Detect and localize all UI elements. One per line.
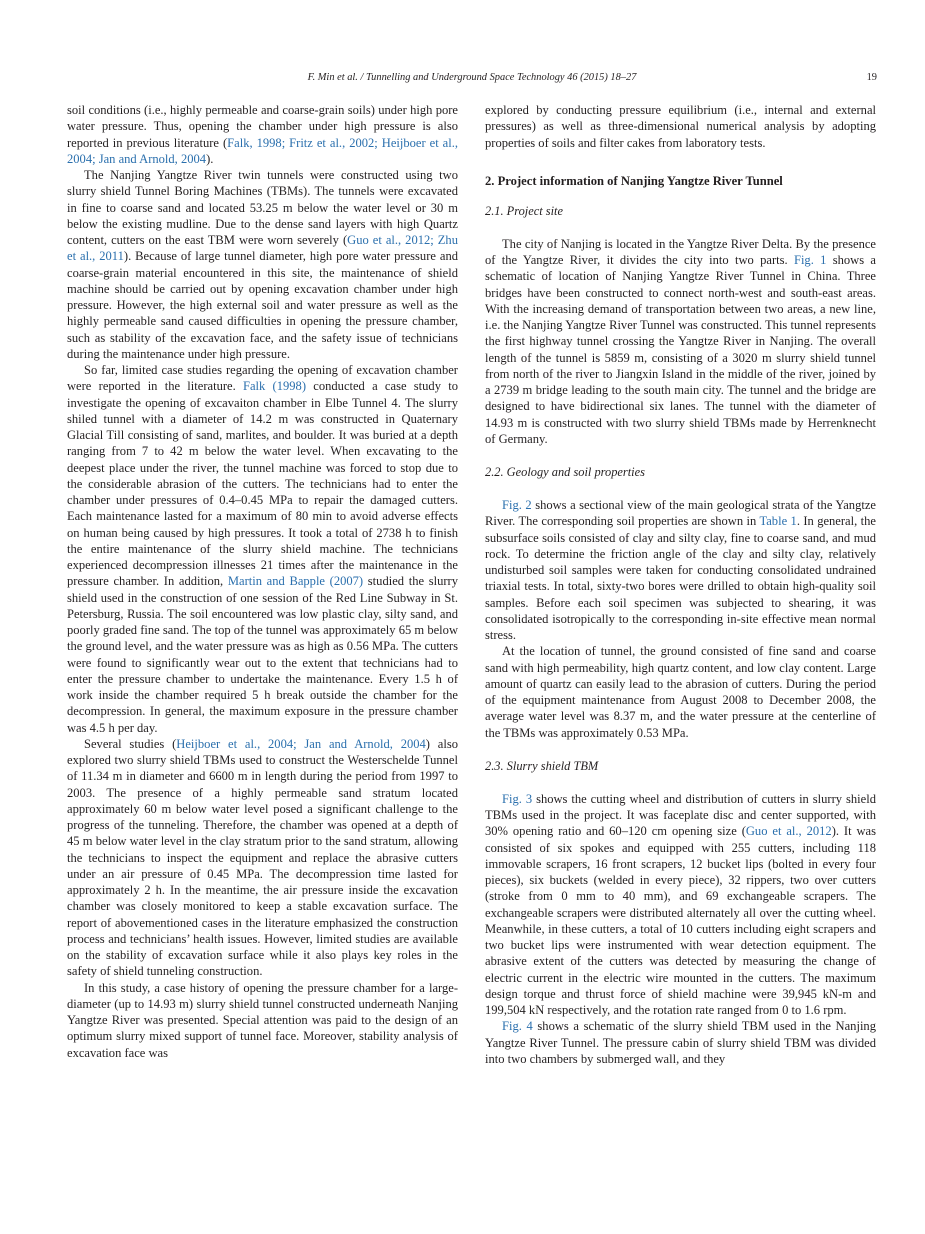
- citation-link[interactable]: Falk, 1998; Fritz et al., 2002; Heijboer et al., 2004; Jan and Arnold, 2004: [67, 135, 458, 166]
- paragraph: The city of Nanjing is located in the Yangtze River Delta. By the presence of the Yangtze River, it divides the city into two parts. Fig. 1 shows a schematic of location of Nanjing Yangtze River Tunnel in China. Three bridges have been constructed to connect north-west and south-east areas. With the increasing demand of transportation between two areas, a new line, i.e. the Nanjing Yangtze River Tunnel was constructed. This tunnel represents the first highway tunnel crossing the Yangtze River in Nanjing. The overall length of the tunnel is 5859 m, consisting of a 3020 m slurry shield tunnel from north of the river to Jiangxin Island in the middle of the river, joined by a 2739 m bridge leading to the south main city. The tunnel and the bridge are designed to have bidirectional six lanes. The tunnel with the diameter of 14.93 m is constructed with two slurry shield TBMs made by Herrenknecht of Germany.: [485, 236, 876, 446]
- subsection-heading: 2.3. Slurry shield TBM: [485, 758, 599, 773]
- subsection-heading: 2.2. Geology and soil properties: [485, 465, 645, 479]
- left-column: [67, 102, 458, 1061]
- figure-link[interactable]: Fig. 3: [502, 791, 533, 806]
- section-heading: 2. Project information of Nanjing Yangtze River Tunnel: [485, 173, 783, 188]
- paragraph: At the location of tunnel, the ground consisted of fine sand and coarse sand with high permeability, high quartz content, and low clay content. Large amount of quartz can easily lead to the abrasion of cutters. During the period of the equipment maintenance from August 2008 to December 2008, the average water level was 8.37 m, and the water pressure at the centerline of the TBMs was approximately 0.53 MPa.: [485, 644, 876, 740]
- paragraph: So far, limited case studies regarding the opening of excavation chamber were reported in the literature. Falk (1998) conducted a case study to investigate the opening of excavaiton chamber in Elbe Tunnel 4. The slurry shiled tunnel with a diameter of 14.2 m was constructed in Quaternary Glacial Till consisting of sand, marlites, and boulder. It was buried at a depth ranging from 7 to 42 m below the water level. When excavating to the deepest place under the river, the tunnel machine was forced to stop due to the considerable abrasion of the cutters. The technicians had to enter the chamber under pressures of 0.4–0.45 MPa to repair the damaged cutters. Each maintenance lasted for a maximum of 80 min to avoid adverse effects on human being caused by high pressures. It took a total of 2738 h to finish the entire maintenance of the slurry shield machine. The technicians experienced decompression illnesses 21 times after the maintenance in the pressure chamber. In addition, Martin and Bapple (2007) studied the slurry shield used in the construction of one session of the Red Line Subway in St. Petersburg, Russia. The soil encountered was low plastic clay, silty sand, and poorly graded fine sand. The top of the tunnel was approximately 65 m below the ground level, and the water pressure was as high as 0.56 MPa. The cutters were found to significantly wear out to the extent that technicians had to enter the pressure chamber to undertake the maintenance. Every 1.5 h of work inside the chamber required 5 h break outside the chamber for the decompression. In general, the maximum exposure in the pressure chamber was 4.5 h per day.: [67, 363, 458, 735]
- journal-citation: F. Min et al. / Tunnelling and Underground Space Technology 46 (2015) 18–27: [307, 72, 637, 83]
- figure-link[interactable]: Fig. 4: [502, 1019, 533, 1034]
- citation-link[interactable]: Guo et al., 2012; Zhu et al., 2011: [67, 233, 458, 264]
- table-link[interactable]: Table 1: [759, 514, 797, 529]
- paragraph: soil conditions (i.e., highly permeable and coarse-grain soils) under high pore water pressure. Thus, opening the chamber under high pressure is also reported in previous literature (Falk, 1998; Fritz et al., 2002; Heijboer et al., 2004; Jan and Arnold, 2004).: [67, 103, 458, 166]
- paragraph: Fig. 3 shows the cutting wheel and distribution of cutters in slurry shield TBMs used in the project. It was faceplate disc and center supported, with 30% opening ratio and 60–120 cm opening size (Guo et al., 2012). It was consisted of six spokes and equipped with 255 cutters, including 118 immovable scrapers, 16 front scrapers, 12 bucket lips (bolted in every four pieces), six buckets (welded in every piece), 32 rippers, two over cutters (stroke from 0 mm to 40 mm), and 69 exchangeable scrapers. The exchangeable scrapers were distributed alternately all over the cutting wheel. Meanwhile, in these cutters, a total of 10 cutters including eight scrapers and two bucket lips were instrumented with wear detection equipment. The abrasive extent of the cutters was detected by measuring the change of electric current in the electric wire mounted in the cutters. The maximum design torque and thrust force of shield machine were 39,945 kN-m and 199,504 kN respectively, and the rotation rate ranged from 0 to 1.6 rpm.: [485, 791, 876, 1017]
- subsection-heading: 2.1. Project site: [485, 203, 563, 218]
- paragraph: Several studies (Heijboer et al., 2004; Jan and Arnold, 2004) also explored two slurry shield TBMs used to construct the Westerschelde Tunnel of 11.34 m in diameter and 6600 m in length during the period from 1997 to 2003. The presence of a highly permeable sand stratum located approximately 60 m below water level posed a significant challenge to the progress of the tunneling. Therefore, the chamber was opened at a depth of 45 m below water level in the clay stratum prior to the sand stratum, allowing the technicians to inspect the equipment and replace the abrasive cutters under an air pressure of 0.45 MPa. The decompression time lasted for approximately 2 h. In the meantime, the air pressure inside the excavation chamber was closely monitored to keep a stable excavation surface. The report of abovementioned cases in the literature emphasized the construction process and technicians’ health issues. However, limited studies are available on the stability of excavation surface while it also plays key roles in the safety of shield tunneling construction.: [67, 736, 459, 979]
- right-column: [485, 102, 876, 1067]
- figure-link[interactable]: Fig. 2: [502, 498, 532, 512]
- running-header: [67, 72, 877, 88]
- citation-link[interactable]: Heijboer et al., 2004; Jan and Arnold, 2004: [176, 736, 426, 751]
- paragraph: The Nanjing Yangtze River twin tunnels were constructed using two slurry shield Tunnel Boring Machines (TBMs). The tunnels were excavated in fine to coarse sand and located 53.25 m below the water level or 30 m below the existing mudline. Due to the dense sand layers with high Quartz content, cutters on the east TBM were worn severely (Guo et al., 2012; Zhu et al., 2011). Because of large tunnel diameter, high pore water pressure and coarse-grain material encountered in this site, the maintenance of shield machine should be carried out by opening excavation chamber under high pressure. However, the high external soil and water pressure as well as the highly permeable sand caused difficulties in opening the pressure chamber, such as stability of the excavation face, and the safety issue of technicians during the maintenance under high pressure.: [67, 168, 458, 361]
- paragraph: Fig. 4 shows a schematic of the slurry shield TBM used in the Nanjing Yangtze River Tunnel. The pressure cabin of slurry shield TBM was divided into two chambers by submerged wall, and they: [485, 1019, 876, 1066]
- citation-link[interactable]: Guo et al., 2012: [745, 824, 832, 839]
- citation-link[interactable]: Martin and Bapple (2007): [227, 574, 364, 589]
- page-number: 19: [866, 72, 877, 83]
- citation-link[interactable]: Falk (1998): [242, 379, 307, 394]
- paragraph: explored by conducting pressure equilibrium (i.e., internal and external pressures) as well as three-dimensional numerical analysis by adopting properties of soils and filter cakes from laboratory tests.: [485, 103, 876, 150]
- paragraph: In this study, a case history of opening the pressure chamber for a large-diameter (up to 14.93 m) slurry shield tunnel constructed underneath Nanjing Yangtze River was presented. Special attention was paid to the design of an optimum slurry mixed support of tunnel face. Moreover, stability analysis of excavation face was: [67, 980, 458, 1060]
- paragraph: Fig. 2 shows a sectional view of the main geological strata of the Yangtze River. The corresponding soil properties are shown in Table 1. In general, the subsurface soils consisted of clay and silty clay, fine to coarse sand, and mud rock. To determine the friction angle of the clay and silty clay, relatively undisturbed soil samples were taken for conducting consolidated undrained triaxial tests. In total, sixty-two bores were drilled to obtain high-quality soil samples. Before each soil specimen was subjected to shearing, it was consolidated isotropically to the corresponding in-site effective mean normal stress.: [485, 498, 876, 642]
- figure-link[interactable]: Fig. 1: [793, 253, 827, 267]
